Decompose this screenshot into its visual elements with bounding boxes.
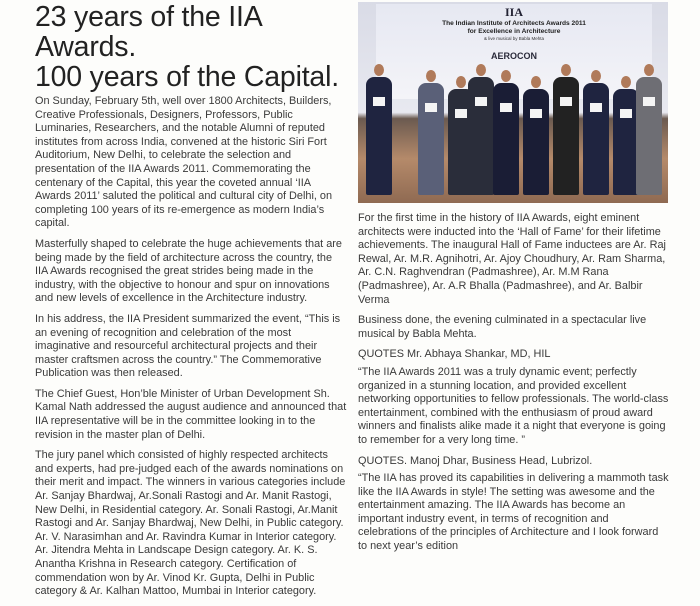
article-title [35,2,347,92]
event-photo [358,2,668,203]
quote-heading: QUOTES Mr. Abhaya Shankar, MD, HIL [358,348,551,361]
publication-card [643,97,655,106]
right-column [358,212,670,561]
sponsor-logo: AEROCON [490,51,537,61]
quote-text: “The IIA Awards 2011 was a truly dynamic event; perfectly organized in a stunning location, and provided excellent networking opportunities to fellow professionals. The world-class entertainment, combined with the enthusiasm of proud award winners and finalists alike made it a night that everyone is going to remember for a very long time. ” [358,365,669,446]
iia-logo: IIA [504,5,523,19]
publication-card [530,109,542,118]
person-silhouette [468,77,494,195]
paragraph: For the first time in the history of IIA Awards, eight eminent architects were inducted into the ‘Hall of Fame’ for their lifetime achievements. The inaugural Hall of Fame inductees are Ar. Raj Rewal, Ar. M.R. Agnihotri, Ar. Ajoy Choudhury, Ar. Ram Sharma, Ar. C.N. Raghvendran (Padmashree), Ar. M.M Rana (Padmashree), Ar. A.R Bhalla (Padmashree), and Ar. Balbir Verma [358,212,666,306]
publication-card [425,103,437,112]
person-silhouette [583,83,609,195]
person-head [374,64,384,76]
person-silhouette [418,83,444,195]
person-head [644,64,654,76]
banner-line: The Indian Institute of Architects Awards 2011 [442,20,586,27]
publication-card [455,109,467,118]
quote-heading: QUOTES. Manoj Dhar, Business Head, Lubrizol. [358,454,593,467]
person-head [501,70,511,82]
person-head [476,64,486,76]
paragraph: Business done, the evening culminated in a spectacular live musical by Babla Mehta. [358,314,647,340]
quote-text: “The IIA has proved its capabilities in delivering a mammoth task like the IIA Awards in style! The setting was awesome and the entertainment amazing. The IIA Awards has become an important industry event, in terms of recognition and celebrations of the principles of Architecture and I look forward to next year’s edition [358,472,669,553]
person-silhouette [366,77,392,195]
person-head [561,64,571,76]
banner-line: for Excellence in Architecture [467,28,561,35]
person-silhouette [523,89,549,195]
person-head [426,70,436,82]
publication-card [475,97,487,106]
person-silhouette [553,77,579,195]
paragraph: On Sunday, February 5th, well over 1800 Architects, Builders, Creative Professionals, Designers, Professors, Public Luminaries, Researchers, and the notable Alumni of reputed institutes from across India, convened at the historic Siri Fort Auditorium, New Delhi, to celebrate the selection and presentation of the IIA Awards 2011. Commemorating the centenary of the Capital, this year the coveted annual ‘IIA Awards 2011’ saluted the political and cultural city of Delhi, on completing 100 years of its re-emergence as modern India’s capital. [35,95,333,230]
person-silhouette [493,83,519,195]
person-head [591,70,601,82]
title-line-2: 100 years of the Capital. [35,61,339,93]
paragraph: The Chief Guest, Hon’ble Minister of Urban Development Sh. Kamal Nath addressed the august audience and announced that IIA representative will be in the committee looking in to the revision in the master plan of Delhi. [35,387,347,441]
publication-card [373,97,385,106]
publication-card [500,103,512,112]
banner-line: & live musical by Babla Mehta [483,36,545,41]
title-line-1: 23 years of the IIA Awards. [35,1,261,63]
person-head [456,76,466,88]
person-head [621,76,631,88]
person-head [531,76,541,88]
publication-card [590,103,602,112]
publication-card [620,109,632,118]
paragraph: The jury panel which consisted of highly respected architects and experts, had pre-judged each of the awards nominations on their merit and impact. The winners in various categories include Ar. Sanjay Bhardwaj, Ar.Sonali Rastogi and Ar. Manit Rastogi, New Delhi, in Residential category. Ar. Sonali Rastogi, Ar.Manit Rastogi and Ar. Sanjay Bhardwaj, New Delhi, in Public category. Ar. V. Narasimhan and Ar. Ravindra Kumar in Interior category. Ar. Jitendra Mehta in Landscape Design category. Ar. K. S. Anantha Krishna in Research category. Certification of commendation won by Ar. Vinod Kr. Gupta, Delhi in Public category & Ar. Kalhan Mattoo, Mumbai in Interior category. [35,449,346,598]
paragraph: In his address, the IIA President summarized the event, “This is an evening of recognition and celebration of the most imaginative and resourceful architectural projects and their master craftsmen across the country.” The Commemorative Publication was then released. [35,312,341,380]
publication-card [560,97,572,106]
person-silhouette [636,77,662,195]
paragraph: Masterfully shaped to celebrate the huge achievements that are being made by the field of architecture across the country, the IIA Awards recognised the great strides being made in the industry, with the objective to honour and spur on innovations and new levels of excellence in the Architecture industry. [35,237,342,305]
left-column [35,0,347,606]
